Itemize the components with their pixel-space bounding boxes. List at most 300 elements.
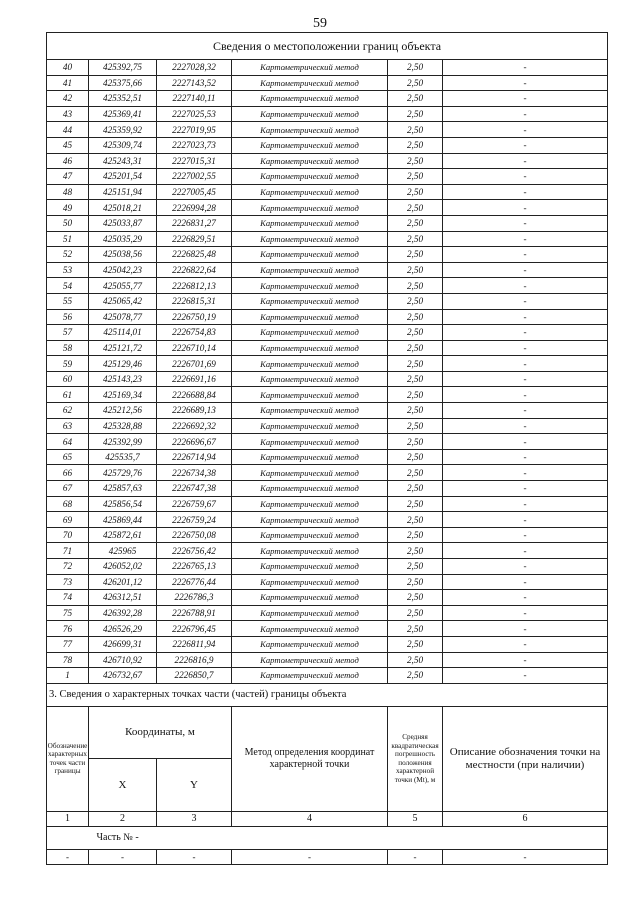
coord-x-cell: 425856,54: [89, 496, 157, 512]
coord-y-cell: 2227005,45: [157, 184, 232, 200]
description-cell: -: [443, 200, 608, 216]
point-number-cell: 42: [47, 91, 89, 107]
method-cell: Картометрический метод: [232, 137, 388, 153]
coord-y-cell: 2226811,94: [157, 636, 232, 652]
method-cell: Картометрический метод: [232, 231, 388, 247]
coord-y-cell: 2226710,14: [157, 340, 232, 356]
coord-x-cell: 425309,74: [89, 137, 157, 153]
description-cell: -: [443, 636, 608, 652]
col-point-label: Обозначение характерных точек части границы: [47, 741, 88, 776]
method-cell: Картометрический метод: [232, 122, 388, 138]
coord-x-cell: 425729,76: [89, 465, 157, 481]
point-number-cell: 64: [47, 434, 89, 450]
description-cell: -: [443, 122, 608, 138]
method-cell: Картометрический метод: [232, 169, 388, 185]
point-number-cell: 65: [47, 449, 89, 465]
description-cell: -: [443, 371, 608, 387]
empty-cell: -: [443, 849, 608, 864]
index-cell: 5: [388, 811, 443, 826]
error-value-cell: 2,50: [388, 387, 443, 403]
error-value-cell: 2,50: [388, 122, 443, 138]
coord-x-cell: 425392,75: [89, 60, 157, 76]
point-number-cell: 51: [47, 231, 89, 247]
error-value-cell: 2,50: [388, 153, 443, 169]
error-value-cell: 2,50: [388, 559, 443, 575]
method-cell: Картометрический метод: [232, 325, 388, 341]
method-cell: Картометрический метод: [232, 309, 388, 325]
coord-y-cell: 2227025,53: [157, 106, 232, 122]
table-row: [47, 668, 608, 684]
error-value-cell: 2,50: [388, 75, 443, 91]
description-cell: -: [443, 137, 608, 153]
error-value-cell: 2,50: [388, 621, 443, 637]
coord-y-cell: 2227143,52: [157, 75, 232, 91]
error-value-cell: 2,50: [388, 371, 443, 387]
method-cell: Картометрический метод: [232, 621, 388, 637]
table-row: [47, 621, 608, 637]
coord-y-cell: 2227015,31: [157, 153, 232, 169]
error-value-cell: 2,50: [388, 590, 443, 606]
coord-y-cell: 2226756,42: [157, 543, 232, 559]
table-row: [47, 137, 608, 153]
table-row: [47, 403, 608, 419]
point-number-cell: 55: [47, 293, 89, 309]
index-cell: 4: [232, 811, 388, 826]
error-value-cell: 2,50: [388, 512, 443, 528]
table-row: [47, 559, 608, 575]
coord-x-cell: 425035,29: [89, 231, 157, 247]
method-cell: Картометрический метод: [232, 215, 388, 231]
section3-title: 3. Сведения о характерных точках части (частей) границы объекта: [47, 683, 608, 706]
coord-y-cell: 2226822,64: [157, 262, 232, 278]
point-number-cell: 61: [47, 387, 89, 403]
coord-x-cell: 425042,23: [89, 262, 157, 278]
point-number-cell: 60: [47, 371, 89, 387]
coord-x-cell: 425243,31: [89, 153, 157, 169]
description-cell: -: [443, 106, 608, 122]
table-row: [47, 293, 608, 309]
table-header-title: Сведения о местоположении границ объекта: [47, 33, 608, 60]
method-cell: Картометрический метод: [232, 449, 388, 465]
point-number-cell: 49: [47, 200, 89, 216]
coord-y-cell: 2226776,44: [157, 574, 232, 590]
table-row: [47, 247, 608, 263]
table-row: [47, 652, 608, 668]
description-cell: -: [443, 621, 608, 637]
empty-cell: -: [47, 849, 89, 864]
coord-x-cell: 425169,34: [89, 387, 157, 403]
point-number-cell: 52: [47, 247, 89, 263]
table-row: [47, 574, 608, 590]
part-label: Часть № -: [89, 826, 608, 849]
coord-y-cell: 2226765,13: [157, 559, 232, 575]
point-number-cell: 71: [47, 543, 89, 559]
point-number-cell: 58: [47, 340, 89, 356]
coord-x-cell: 425857,63: [89, 481, 157, 497]
error-value-cell: 2,50: [388, 184, 443, 200]
empty-cell: -: [157, 849, 232, 864]
method-cell: Картометрический метод: [232, 184, 388, 200]
error-value-cell: 2,50: [388, 496, 443, 512]
coord-y-cell: 2227140,11: [157, 91, 232, 107]
method-cell: Картометрический метод: [232, 75, 388, 91]
description-cell: -: [443, 512, 608, 528]
description-cell: -: [443, 293, 608, 309]
error-value-cell: 2,50: [388, 91, 443, 107]
coord-y-cell: 2226691,16: [157, 371, 232, 387]
point-number-cell: 70: [47, 527, 89, 543]
coord-x-cell: 426526,29: [89, 621, 157, 637]
error-value-cell: 2,50: [388, 543, 443, 559]
coord-x-cell: 425038,56: [89, 247, 157, 263]
method-cell: Картометрический метод: [232, 247, 388, 263]
coord-y-cell: 2227019,95: [157, 122, 232, 138]
col-method-label: Метод определения координат характерной точки: [244, 746, 375, 770]
table-row: [47, 309, 608, 325]
table-row: [47, 60, 608, 76]
error-value-cell: 2,50: [388, 418, 443, 434]
description-cell: -: [443, 434, 608, 450]
table-row: [47, 184, 608, 200]
method-cell: Картометрический метод: [232, 605, 388, 621]
description-cell: -: [443, 418, 608, 434]
point-number-cell: 54: [47, 278, 89, 294]
document-table-frame: [46, 32, 607, 865]
description-cell: -: [443, 465, 608, 481]
coord-x-cell: 425328,88: [89, 418, 157, 434]
point-number-cell: 78: [47, 652, 89, 668]
coord-y-cell: 2226689,13: [157, 403, 232, 419]
col-y-label: Y: [190, 778, 198, 791]
table-row: [47, 543, 608, 559]
coord-x-cell: 425033,87: [89, 215, 157, 231]
error-value-cell: 2,50: [388, 668, 443, 684]
error-value-cell: 2,50: [388, 278, 443, 294]
table-row: [47, 325, 608, 341]
coord-y-cell: 2227002,55: [157, 169, 232, 185]
col-point-header: [47, 706, 89, 811]
empty-part-row: [47, 849, 608, 864]
coord-x-cell: 426052,02: [89, 559, 157, 575]
table-row: [47, 122, 608, 138]
point-number-cell: 44: [47, 122, 89, 138]
error-value-cell: 2,50: [388, 527, 443, 543]
coord-y-cell: 2226831,27: [157, 215, 232, 231]
index-cell: 2: [89, 811, 157, 826]
coord-y-cell: 2226815,31: [157, 293, 232, 309]
method-cell: Картометрический метод: [232, 527, 388, 543]
error-value-cell: 2,50: [388, 652, 443, 668]
error-value-cell: 2,50: [388, 605, 443, 621]
coord-x-cell: 425869,44: [89, 512, 157, 528]
point-number-cell: 1: [47, 668, 89, 684]
description-cell: -: [443, 668, 608, 684]
description-cell: -: [443, 543, 608, 559]
point-number-cell: 77: [47, 636, 89, 652]
method-cell: Картометрический метод: [232, 387, 388, 403]
description-cell: -: [443, 496, 608, 512]
coord-y-cell: 2226850,7: [157, 668, 232, 684]
error-value-cell: 2,50: [388, 60, 443, 76]
method-cell: Картометрический метод: [232, 403, 388, 419]
table-row: [47, 169, 608, 185]
coord-x-cell: 425352,51: [89, 91, 157, 107]
method-cell: Картометрический метод: [232, 418, 388, 434]
coord-x-cell: 425055,77: [89, 278, 157, 294]
point-number-cell: 47: [47, 169, 89, 185]
error-value-cell: 2,50: [388, 231, 443, 247]
table-row: [47, 215, 608, 231]
description-cell: -: [443, 247, 608, 263]
point-number-cell: 50: [47, 215, 89, 231]
table-row: [47, 465, 608, 481]
coord-y-cell: 2226816,9: [157, 652, 232, 668]
point-number-cell: 63: [47, 418, 89, 434]
coord-x-cell: 425114,01: [89, 325, 157, 341]
table-row: [47, 605, 608, 621]
coord-y-cell: 2226747,38: [157, 481, 232, 497]
description-cell: -: [443, 325, 608, 341]
description-cell: -: [443, 184, 608, 200]
table-row: [47, 262, 608, 278]
coord-y-cell: 2226786,3: [157, 590, 232, 606]
error-value-cell: 2,50: [388, 137, 443, 153]
coord-x-cell: 425375,66: [89, 75, 157, 91]
coord-x-cell: 425078,77: [89, 309, 157, 325]
coord-x-cell: 425212,56: [89, 403, 157, 419]
coord-x-cell: 425392,99: [89, 434, 157, 450]
col-desc-label: Описание обозначения точки на местности (при наличии): [449, 745, 601, 771]
empty-cell: -: [89, 849, 157, 864]
error-value-cell: 2,50: [388, 106, 443, 122]
description-cell: -: [443, 527, 608, 543]
coord-x-cell: 426732,67: [89, 668, 157, 684]
table-row: [47, 231, 608, 247]
description-cell: -: [443, 574, 608, 590]
method-cell: Картометрический метод: [232, 512, 388, 528]
method-cell: Картометрический метод: [232, 574, 388, 590]
table-row: [47, 91, 608, 107]
description-cell: -: [443, 60, 608, 76]
error-value-cell: 2,50: [388, 465, 443, 481]
method-cell: Картометрический метод: [232, 91, 388, 107]
method-cell: Картометрический метод: [232, 200, 388, 216]
coord-y-cell: 2226750,08: [157, 527, 232, 543]
description-cell: -: [443, 309, 608, 325]
error-value-cell: 2,50: [388, 403, 443, 419]
table-row: [47, 449, 608, 465]
coord-y-cell: 2226759,67: [157, 496, 232, 512]
empty-cell: -: [388, 849, 443, 864]
method-cell: Картометрический метод: [232, 481, 388, 497]
coord-x-cell: 425121,72: [89, 340, 157, 356]
method-cell: Картометрический метод: [232, 340, 388, 356]
description-cell: -: [443, 387, 608, 403]
point-number-cell: 48: [47, 184, 89, 200]
description-cell: -: [443, 153, 608, 169]
method-cell: Картометрический метод: [232, 106, 388, 122]
table-row: [47, 496, 608, 512]
col-x-label: X: [118, 778, 127, 791]
method-cell: Картометрический метод: [232, 434, 388, 450]
coord-x-cell: 425965: [89, 543, 157, 559]
table-row: [47, 636, 608, 652]
coord-x-cell: 426392,28: [89, 605, 157, 621]
coord-y-cell: 2226688,84: [157, 387, 232, 403]
point-number-cell: 62: [47, 403, 89, 419]
method-cell: Картометрический метод: [232, 590, 388, 606]
description-cell: -: [443, 605, 608, 621]
description-cell: -: [443, 75, 608, 91]
coord-x-cell: 425151,94: [89, 184, 157, 200]
coord-y-cell: 2226829,51: [157, 231, 232, 247]
error-value-cell: 2,50: [388, 169, 443, 185]
coord-y-cell: 2226734,38: [157, 465, 232, 481]
error-value-cell: 2,50: [388, 449, 443, 465]
col-coords-header: [89, 706, 232, 759]
error-value-cell: 2,50: [388, 574, 443, 590]
coord-x-cell: 425369,41: [89, 106, 157, 122]
method-cell: Картометрический метод: [232, 278, 388, 294]
error-value-cell: 2,50: [388, 481, 443, 497]
method-cell: Картометрический метод: [232, 496, 388, 512]
error-value-cell: 2,50: [388, 325, 443, 341]
coord-y-cell: 2226825,48: [157, 247, 232, 263]
table-row: [47, 434, 608, 450]
col-y-header: [157, 759, 232, 812]
point-number-cell: 69: [47, 512, 89, 528]
error-value-cell: 2,50: [388, 356, 443, 372]
error-value-cell: 2,50: [388, 262, 443, 278]
point-number-cell: 73: [47, 574, 89, 590]
method-cell: Картометрический метод: [232, 543, 388, 559]
coord-x-cell: 425535,7: [89, 449, 157, 465]
point-number-cell: 67: [47, 481, 89, 497]
coord-y-cell: 2226796,45: [157, 621, 232, 637]
coord-x-cell: 426201,12: [89, 574, 157, 590]
description-cell: -: [443, 403, 608, 419]
coord-y-cell: 2226994,28: [157, 200, 232, 216]
coord-x-cell: 425018,21: [89, 200, 157, 216]
boundary-table: [46, 32, 608, 865]
coord-y-cell: 2227023,73: [157, 137, 232, 153]
page-number: 59: [313, 16, 327, 31]
col-x-header: [89, 759, 157, 812]
coord-y-cell: 2227028,32: [157, 60, 232, 76]
coord-x-cell: 425129,46: [89, 356, 157, 372]
coord-x-cell: 426312,51: [89, 590, 157, 606]
description-cell: -: [443, 169, 608, 185]
method-cell: Картометрический метод: [232, 465, 388, 481]
coord-x-cell: 425201,54: [89, 169, 157, 185]
description-cell: -: [443, 91, 608, 107]
method-cell: Картометрический метод: [232, 262, 388, 278]
coord-x-cell: 425359,92: [89, 122, 157, 138]
table-row: [47, 356, 608, 372]
col-desc-header: [443, 706, 608, 811]
coord-y-cell: 2226759,24: [157, 512, 232, 528]
point-number-cell: 68: [47, 496, 89, 512]
part-spacer: [47, 826, 89, 849]
method-cell: Картометрический метод: [232, 668, 388, 684]
col-error-label: Средняя квадратическая погрешность положения характерной точки (Мt), м: [391, 732, 439, 784]
coord-y-cell: 2226714,94: [157, 449, 232, 465]
description-cell: -: [443, 559, 608, 575]
table-row: [47, 418, 608, 434]
description-cell: -: [443, 356, 608, 372]
index-cell: 3: [157, 811, 232, 826]
table-row: [47, 200, 608, 216]
point-number-cell: 59: [47, 356, 89, 372]
coord-y-cell: 2226696,67: [157, 434, 232, 450]
description-cell: -: [443, 449, 608, 465]
coord-y-cell: 2226788,91: [157, 605, 232, 621]
method-cell: Картометрический метод: [232, 293, 388, 309]
method-cell: Картометрический метод: [232, 356, 388, 372]
description-cell: -: [443, 590, 608, 606]
description-cell: -: [443, 340, 608, 356]
coord-y-cell: 2226754,83: [157, 325, 232, 341]
table-row: [47, 278, 608, 294]
point-number-cell: 53: [47, 262, 89, 278]
point-number-cell: 76: [47, 621, 89, 637]
empty-cell: -: [232, 849, 388, 864]
col-method-header: [232, 706, 388, 811]
coord-x-cell: 425143,23: [89, 371, 157, 387]
col-coords-label: Координаты, м: [125, 726, 195, 738]
table-row: [47, 527, 608, 543]
description-cell: -: [443, 652, 608, 668]
error-value-cell: 2,50: [388, 215, 443, 231]
point-number-cell: 43: [47, 106, 89, 122]
coord-x-cell: 426710,92: [89, 652, 157, 668]
description-cell: -: [443, 481, 608, 497]
table-row: [47, 512, 608, 528]
method-cell: Картометрический метод: [232, 371, 388, 387]
method-cell: Картометрический метод: [232, 60, 388, 76]
table-row: [47, 106, 608, 122]
coord-y-cell: 2226812,13: [157, 278, 232, 294]
error-value-cell: 2,50: [388, 200, 443, 216]
method-cell: Картометрический метод: [232, 559, 388, 575]
table-row: [47, 153, 608, 169]
index-cell: 6: [443, 811, 608, 826]
coord-x-cell: 425872,61: [89, 527, 157, 543]
table-row: [47, 590, 608, 606]
error-value-cell: 2,50: [388, 340, 443, 356]
point-number-cell: 46: [47, 153, 89, 169]
method-cell: Картометрический метод: [232, 652, 388, 668]
table-row: [47, 387, 608, 403]
col-error-header: [388, 706, 443, 811]
point-number-cell: 41: [47, 75, 89, 91]
method-cell: Картометрический метод: [232, 153, 388, 169]
coord-x-cell: 426699,31: [89, 636, 157, 652]
point-number-cell: 57: [47, 325, 89, 341]
point-number-cell: 66: [47, 465, 89, 481]
table-row: [47, 340, 608, 356]
column-index-row: [47, 811, 608, 826]
coord-y-cell: 2226701,69: [157, 356, 232, 372]
coord-y-cell: 2226692,32: [157, 418, 232, 434]
description-cell: -: [443, 262, 608, 278]
point-number-cell: 56: [47, 309, 89, 325]
table-row: [47, 481, 608, 497]
point-number-cell: 74: [47, 590, 89, 606]
description-cell: -: [443, 278, 608, 294]
point-number-cell: 40: [47, 60, 89, 76]
error-value-cell: 2,50: [388, 309, 443, 325]
